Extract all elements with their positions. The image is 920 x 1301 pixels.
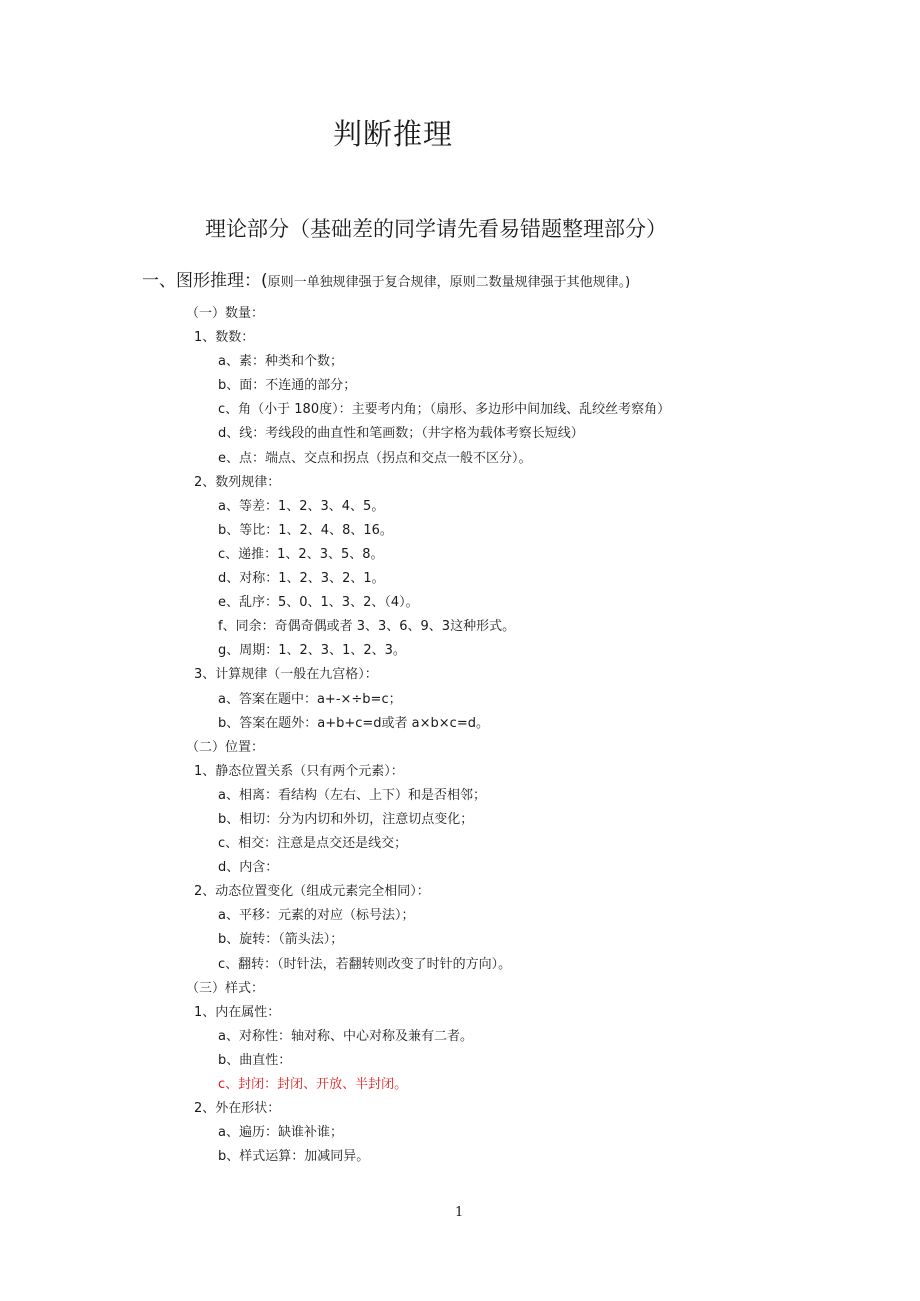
outline-item: c、递推：1、2、3、5、8。 <box>218 546 384 562</box>
outline-item: d、对称：1、2、3、2、1。 <box>218 571 385 587</box>
outline-item: c、相交：注意是点交还是线交； <box>218 836 408 852</box>
outline-subsection: 1、静态位置关系（只有两个元素）： <box>194 763 404 779</box>
outline-item: d、内含： <box>218 860 279 876</box>
page-number: 1 <box>455 1205 464 1220</box>
outline-item: e、点：端点、交点和拐点（拐点和交点一般不区分）。 <box>218 450 532 466</box>
outline-item: g、周期：1、2、3、1、2、3。 <box>218 643 406 659</box>
outline-item: b、相切：分为内切和外切，注意切点变化； <box>218 811 474 827</box>
outline-item: a、素：种类和个数； <box>218 354 343 370</box>
outline-item: b、样式运算：加减同异。 <box>218 1149 370 1165</box>
outline-item: a、等差：1、2、3、4、5。 <box>218 498 385 514</box>
outline-subsection: 2、数列规律： <box>194 474 281 490</box>
document-title: 判断推理 <box>333 117 454 151</box>
outline-section: （一）数量： <box>186 306 265 321</box>
outline-item: e、乱序：5、0、1、3、2、（4）。 <box>218 595 419 611</box>
outline-item: b、答案在题外：a+b+c=d或者 a×b×c=d。 <box>218 715 489 731</box>
outline-item: b、面：不连通的部分； <box>218 378 357 394</box>
outline-item: b、旋转：（箭头法）； <box>218 932 344 948</box>
document-subtitle: 理论部分（基础差的同学请先看易错题整理部分） <box>205 217 667 241</box>
outline-item: c、封闭：封闭、开放、半封闭。 <box>218 1077 408 1092</box>
outline-section: （三）样式： <box>186 980 265 996</box>
section-heading-text: 一、图形推理：( <box>142 271 268 291</box>
outline-subsection: 1、数数： <box>194 330 255 346</box>
outline-subsection: 2、动态位置变化（组成元素完全相同）： <box>194 884 430 900</box>
outline-item: a、遍历：缺谁补谁； <box>218 1125 343 1141</box>
outline-item: b、等比：1、2、4、8、16。 <box>218 522 393 538</box>
outline-list <box>0 302 920 1169</box>
outline-subsection: 2、外在形状： <box>194 1101 281 1117</box>
outline-item: b、曲直性： <box>218 1052 292 1068</box>
outline-item: a、平移：元素的对应（标号法）； <box>218 908 415 924</box>
outline-item: f、同余：奇偶奇偶或者 3、3、6、9、3这种形式。 <box>218 619 516 635</box>
section-heading-note: 原则一单独规律强于复合规律，原则二数量规律强于其他规律。) <box>267 275 631 290</box>
outline-subsection: 1、内在属性： <box>194 1004 281 1020</box>
outline-item: a、相离：看结构（左右、上下）和是否相邻； <box>218 787 486 803</box>
section-heading <box>142 266 630 291</box>
outline-item: d、线：考线段的曲直性和笔画数；（井字格为载体考察长短线） <box>218 426 584 442</box>
outline-item: c、角（小于 180度）：主要考内角；（扇形、多边形中间加线、乱绞丝考察角） <box>218 402 671 418</box>
outline-item: a、对称性：轴对称、中心对称及兼有二者。 <box>218 1028 473 1044</box>
outline-subsection: 3、计算规律（一般在九宫格）： <box>194 667 378 683</box>
outline-item: a、答案在题中：a+-×÷b=c； <box>218 691 402 707</box>
outline-item: c、翻转：（时针法，若翻转则改变了时针的方向）。 <box>218 956 512 972</box>
outline-section: （二）位置： <box>186 739 265 755</box>
